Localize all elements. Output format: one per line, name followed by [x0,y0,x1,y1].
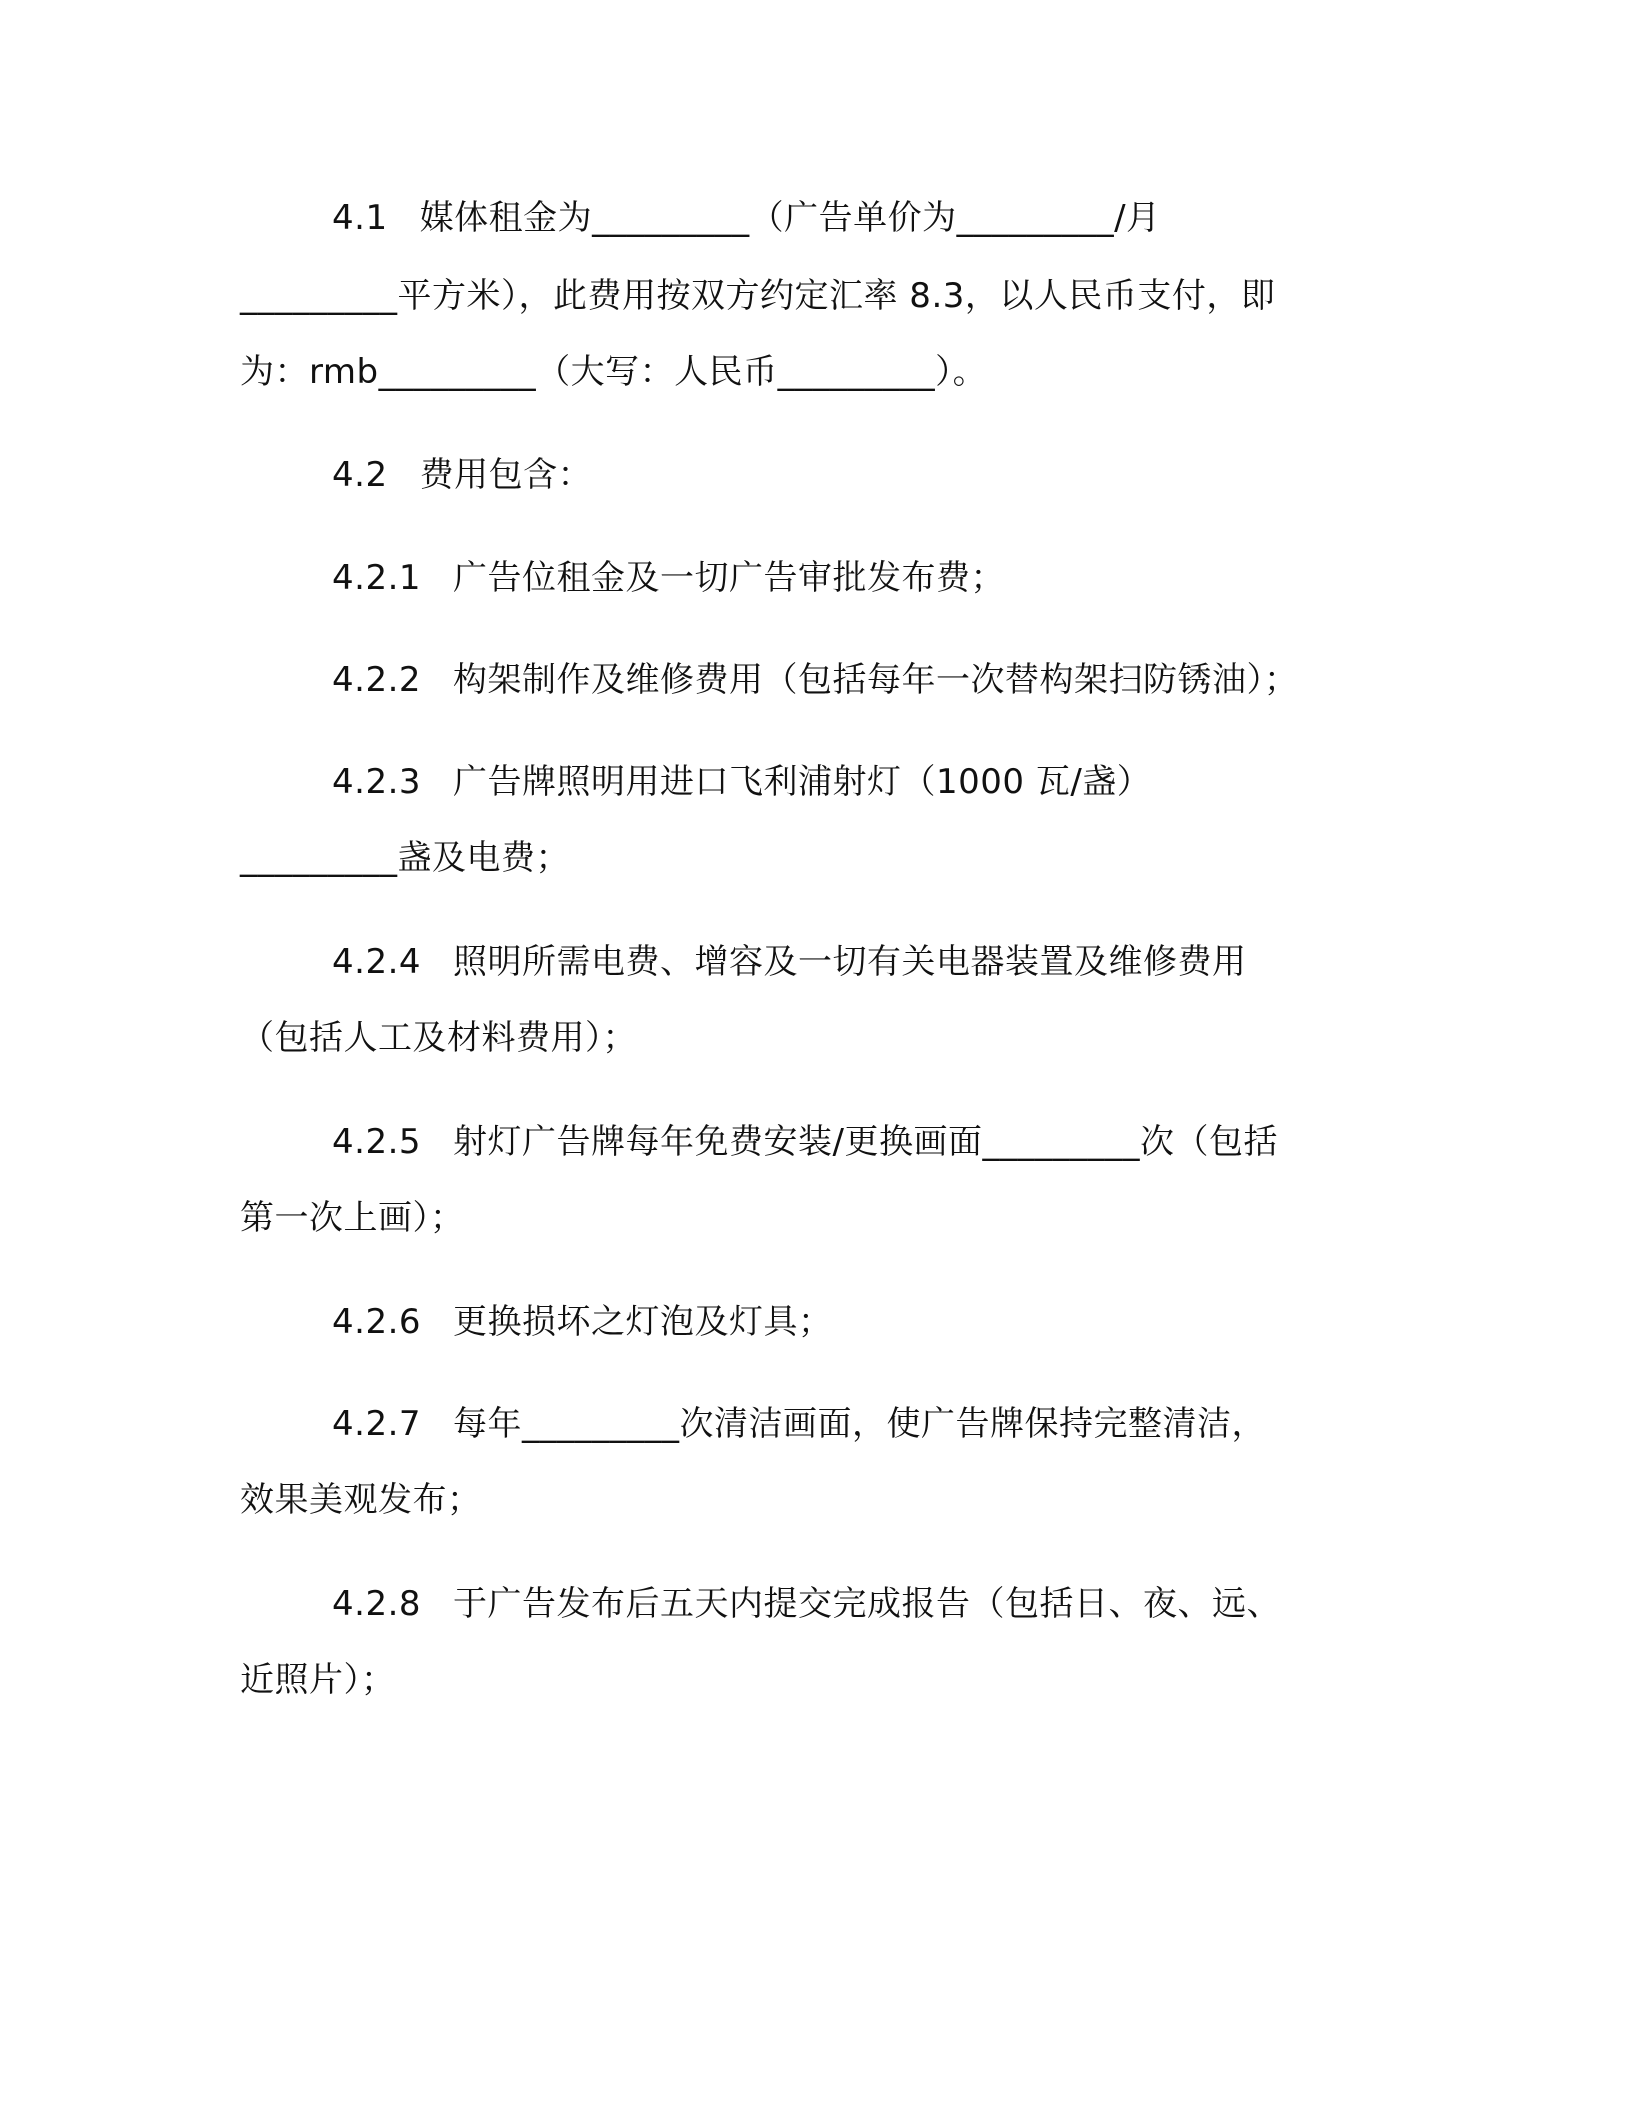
clause-text: 第一次上画）； [240,1198,465,1238]
clause-number: 4.2.6 [332,1302,422,1342]
clause-number: 4.2.8 [332,1584,422,1624]
clause-4-1-continued [240,272,1400,320]
clause-4-2-3-continued [240,834,1400,882]
clause-text: 更换损坏之灯泡及灯具； [453,1302,833,1342]
clause-number: 4.2.3 [332,762,422,802]
clause-text: 广告牌照明用进口飞利浦射灯（1000 瓦/盏） [453,762,1152,802]
clause-4-1-continued [240,348,1400,396]
clause-number: 4.2.4 [332,942,422,982]
clause-text: 照明所需电费、增容及一切有关电器装置及维修费用 [453,942,1247,982]
clause-4-2-8 [332,1580,1402,1628]
clause-number: 4.2.2 [332,660,422,700]
clause-4-2 [332,451,1402,499]
clause-text: 为：rmb_________（大写：人民币_________）。 [240,352,988,392]
clause-number: 4.2.5 [332,1122,422,1162]
clause-text: _________平方米），此费用按双方约定汇率 8.3，以人民币支付，即 [240,276,1276,316]
clause-4-2-5-continued [240,1194,1400,1242]
clause-4-2-7-continued [240,1476,1400,1524]
clause-4-1 [332,194,1402,242]
clause-4-2-2 [332,656,1402,704]
clause-4-2-5 [332,1118,1402,1166]
clause-number: 4.2.1 [332,558,422,598]
clause-number: 4.2 [332,455,388,495]
clause-text: 广告位租金及一切广告审批发布费； [453,558,1006,598]
clause-number: 4.2.7 [332,1404,422,1444]
clause-text: （包括人工及材料费用）； [240,1018,637,1058]
clause-text: 每年_________次清洁画面，使广告牌保持完整清洁， [453,1404,1267,1444]
clause-4-2-6 [332,1298,1402,1346]
clause-text: 构架制作及维修费用（包括每年一次替构架扫防锈油）； [453,660,1299,700]
clause-text: 射灯广告牌每年免费安装/更换画面_________次（包括 [453,1122,1278,1162]
clause-text: 效果美观发布； [240,1480,482,1520]
clause-4-2-3 [332,758,1402,806]
clause-text: 媒体租金为_________（广告单价为_________/月 [419,198,1161,238]
clause-4-2-8-continued [240,1656,1400,1704]
clause-text: 费用包含： [419,455,593,495]
clause-4-2-4-continued [240,1014,1400,1062]
clause-4-2-7 [332,1400,1402,1448]
clause-4-2-1 [332,554,1402,602]
clause-number: 4.1 [332,198,388,238]
clause-text: 近照片）； [240,1660,396,1700]
clause-4-2-4 [332,938,1402,986]
clause-text: _________盏及电费； [240,838,570,878]
clause-text: 于广告发布后五天内提交完成报告（包括日、夜、远、 [453,1584,1282,1624]
